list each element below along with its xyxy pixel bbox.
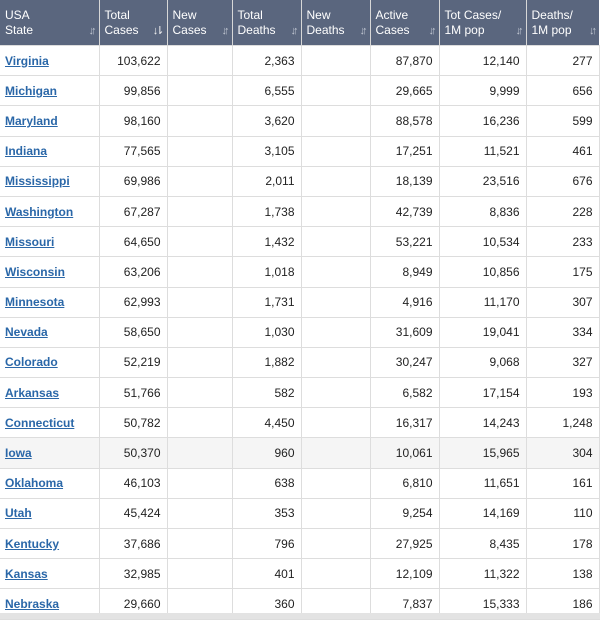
total-deaths-cell: 4,450 <box>232 408 301 438</box>
total-deaths-cell: 638 <box>232 468 301 498</box>
table-row <box>0 46 599 76</box>
active-cases-cell: 18,139 <box>370 166 439 196</box>
cases-per-1m-cell: 12,140 <box>439 46 526 76</box>
header-label-line2: Cases <box>375 22 410 37</box>
state-cell <box>0 46 99 76</box>
total-deaths-cell: 1,738 <box>232 196 301 226</box>
horizontal-scrollbar[interactable] <box>0 613 600 619</box>
total-deaths-cell: 960 <box>232 438 301 468</box>
total-deaths-cell: 360 <box>232 589 301 619</box>
cases-per-1m-cell: 15,965 <box>439 438 526 468</box>
state-link[interactable]: Wisconsin <box>5 264 65 279</box>
cases-per-1m-cell: 11,521 <box>439 136 526 166</box>
total-deaths-cell: 353 <box>232 498 301 528</box>
state-link[interactable]: Michigan <box>5 83 58 98</box>
total-cases-cell: 63,206 <box>99 257 167 287</box>
header-label-line1: Total <box>237 7 263 22</box>
deaths-per-1m-cell: 676 <box>526 166 599 196</box>
header-active-cases[interactable] <box>370 0 439 46</box>
deaths-per-1m-cell: 599 <box>526 106 599 136</box>
active-cases-cell: 31,609 <box>370 317 439 347</box>
total-cases-cell: 29,660 <box>99 589 167 619</box>
new-deaths-cell <box>301 408 370 438</box>
sort-arrows-icon[interactable]: ↓↑ <box>589 25 594 37</box>
state-link[interactable]: Maryland <box>5 113 58 128</box>
total-cases-cell: 50,782 <box>99 408 167 438</box>
deaths-per-1m-cell: 304 <box>526 438 599 468</box>
cases-per-1m-cell: 8,836 <box>439 196 526 226</box>
cases-per-1m-cell: 15,333 <box>439 589 526 619</box>
new-deaths-cell <box>301 468 370 498</box>
new-deaths-cell <box>301 317 370 347</box>
deaths-per-1m-cell: 110 <box>526 498 599 528</box>
new-cases-cell <box>167 317 232 347</box>
total-deaths-cell: 2,363 <box>232 46 301 76</box>
deaths-per-1m-cell: 138 <box>526 559 599 589</box>
table-row <box>0 196 599 226</box>
sort-arrows-icon[interactable]: ↓↑ <box>221 25 227 37</box>
active-cases-cell: 9,254 <box>370 498 439 528</box>
new-deaths-cell <box>301 196 370 226</box>
deaths-per-1m-cell: 193 <box>526 378 599 408</box>
new-cases-cell <box>167 106 232 136</box>
new-cases-cell <box>167 529 232 559</box>
total-deaths-cell: 796 <box>232 529 301 559</box>
table-row <box>0 166 599 196</box>
active-cases-cell: 42,739 <box>370 196 439 226</box>
active-cases-cell: 8,949 <box>370 257 439 287</box>
header-label-line2: 1M pop <box>444 22 485 37</box>
cases-per-1m-cell: 14,169 <box>439 498 526 528</box>
new-cases-cell <box>167 408 232 438</box>
header-label-line1: New <box>306 7 331 22</box>
cases-per-1m-cell: 17,154 <box>439 378 526 408</box>
total-deaths-cell: 1,018 <box>232 257 301 287</box>
total-deaths-cell: 582 <box>232 378 301 408</box>
state-link[interactable]: Virginia <box>5 53 49 68</box>
active-cases-cell: 17,251 <box>370 136 439 166</box>
new-cases-cell <box>167 227 232 257</box>
new-deaths-cell <box>301 287 370 317</box>
sort-arrows-icon[interactable]: ↓↑ <box>359 25 365 37</box>
header-total-cases[interactable] <box>99 0 167 46</box>
total-cases-cell: 98,160 <box>99 106 167 136</box>
active-cases-cell: 7,837 <box>370 589 439 619</box>
header-label-line1: USA <box>5 7 30 22</box>
table-row <box>0 76 599 106</box>
total-cases-cell: 51,766 <box>99 378 167 408</box>
table-row <box>0 287 599 317</box>
total-deaths-cell: 6,555 <box>232 76 301 106</box>
cases-per-1m-cell: 10,856 <box>439 257 526 287</box>
new-deaths-cell <box>301 347 370 377</box>
state-link[interactable]: Indiana <box>5 144 48 159</box>
cases-per-1m-cell: 9,999 <box>439 76 526 106</box>
cases-per-1m-cell: 14,243 <box>439 408 526 438</box>
cases-per-1m-cell: 9,068 <box>439 347 526 377</box>
state-link[interactable]: Missouri <box>5 234 55 249</box>
header-label-line2: State <box>5 22 34 37</box>
total-cases-cell: 46,103 <box>99 468 167 498</box>
total-cases-cell: 37,686 <box>99 529 167 559</box>
total-deaths-cell: 1,882 <box>232 347 301 377</box>
active-cases-cell: 6,582 <box>370 378 439 408</box>
new-cases-cell <box>167 498 232 528</box>
new-cases-cell <box>167 196 232 226</box>
table-row <box>0 559 599 589</box>
new-deaths-cell <box>301 498 370 528</box>
total-cases-cell: 103,622 <box>99 46 167 76</box>
sort-arrows-icon[interactable]: ↓↑ <box>88 25 94 37</box>
sort-arrows-icon[interactable]: ↓↑ <box>515 25 521 37</box>
state-link[interactable]: Kentucky <box>5 536 60 551</box>
cases-per-1m-cell: 11,322 <box>439 559 526 589</box>
total-deaths-cell: 1,030 <box>232 317 301 347</box>
new-cases-cell <box>167 378 232 408</box>
header-new-deaths[interactable] <box>301 0 370 46</box>
new-deaths-cell <box>301 136 370 166</box>
state-cell <box>0 196 99 226</box>
cases-per-1m-cell: 11,170 <box>439 287 526 317</box>
state-link[interactable]: Arkansas <box>5 385 60 400</box>
header-label-line1: Total <box>104 7 130 22</box>
header-cases-per-1m[interactable] <box>439 0 526 46</box>
table-row-highlighted <box>0 438 599 468</box>
table-row <box>0 106 599 136</box>
total-cases-cell: 99,856 <box>99 76 167 106</box>
header-label-line1: New <box>172 7 197 22</box>
deaths-per-1m-cell: 327 <box>526 347 599 377</box>
new-cases-cell <box>167 347 232 377</box>
new-cases-cell <box>167 559 232 589</box>
new-cases-cell <box>167 257 232 287</box>
state-link[interactable]: Kansas <box>5 566 48 581</box>
active-cases-cell: 30,247 <box>370 347 439 377</box>
table-row <box>0 408 599 438</box>
new-cases-cell <box>167 166 232 196</box>
deaths-per-1m-cell: 461 <box>526 136 599 166</box>
new-deaths-cell <box>301 46 370 76</box>
state-cell <box>0 227 99 257</box>
deaths-per-1m-cell: 228 <box>526 196 599 226</box>
active-cases-cell: 53,221 <box>370 227 439 257</box>
header-new-cases[interactable] <box>167 0 232 46</box>
new-deaths-cell <box>301 257 370 287</box>
table-row <box>0 347 599 377</box>
header-label-line1: Deaths/ <box>531 7 573 22</box>
header-label-line1: Tot Cases/ <box>444 7 502 22</box>
table-row <box>0 136 599 166</box>
deaths-per-1m-cell: 334 <box>526 317 599 347</box>
active-cases-cell: 88,578 <box>370 106 439 136</box>
state-link[interactable]: Oklahoma <box>5 476 64 491</box>
sort-descending-icon[interactable]: ↓⇂ <box>152 25 162 37</box>
new-cases-cell <box>167 46 232 76</box>
new-cases-cell <box>167 136 232 166</box>
state-cell <box>0 257 99 287</box>
state-link[interactable]: Nebraska <box>5 596 60 611</box>
state-link[interactable]: Colorado <box>5 355 58 370</box>
header-label-line2: Cases <box>104 22 139 37</box>
table-row <box>0 378 599 408</box>
state-cell <box>0 468 99 498</box>
deaths-per-1m-cell: 1,248 <box>526 408 599 438</box>
deaths-per-1m-cell: 233 <box>526 227 599 257</box>
total-cases-cell: 32,985 <box>99 559 167 589</box>
cases-per-1m-cell: 23,516 <box>439 166 526 196</box>
state-cell <box>0 136 99 166</box>
header-label-line2: Deaths <box>306 22 345 37</box>
total-deaths-cell: 1,731 <box>232 287 301 317</box>
new-deaths-cell <box>301 438 370 468</box>
active-cases-cell: 10,061 <box>370 438 439 468</box>
state-link[interactable]: Washington <box>5 204 74 219</box>
state-cell <box>0 347 99 377</box>
sort-arrows-icon[interactable]: ↓↑ <box>290 25 296 37</box>
state-cell <box>0 106 99 136</box>
state-cell <box>0 559 99 589</box>
total-deaths-cell: 3,105 <box>232 136 301 166</box>
cases-per-1m-cell: 10,534 <box>439 227 526 257</box>
total-deaths-cell: 2,011 <box>232 166 301 196</box>
total-cases-cell: 77,565 <box>99 136 167 166</box>
table-row <box>0 468 599 498</box>
active-cases-cell: 27,925 <box>370 529 439 559</box>
new-cases-cell <box>167 287 232 317</box>
deaths-per-1m-cell: 186 <box>526 589 599 619</box>
state-cell <box>0 76 99 106</box>
cases-per-1m-cell: 19,041 <box>439 317 526 347</box>
state-cell <box>0 166 99 196</box>
table-header-row <box>0 0 599 46</box>
state-cell <box>0 498 99 528</box>
deaths-per-1m-cell: 277 <box>526 46 599 76</box>
active-cases-cell: 87,870 <box>370 46 439 76</box>
state-link[interactable]: Mississippi <box>5 174 70 189</box>
active-cases-cell: 12,109 <box>370 559 439 589</box>
total-cases-cell: 45,424 <box>99 498 167 528</box>
new-deaths-cell <box>301 529 370 559</box>
state-cell <box>0 438 99 468</box>
new-deaths-cell <box>301 378 370 408</box>
new-deaths-cell <box>301 227 370 257</box>
total-cases-cell: 50,370 <box>99 438 167 468</box>
table-row <box>0 257 599 287</box>
header-label-line2: 1M pop <box>531 22 572 37</box>
table-row <box>0 498 599 528</box>
deaths-per-1m-cell: 175 <box>526 257 599 287</box>
new-cases-cell <box>167 438 232 468</box>
table-row <box>0 227 599 257</box>
sort-arrows-icon[interactable]: ↓↑ <box>428 25 434 37</box>
header-label-line2: Cases <box>172 22 207 37</box>
state-link[interactable]: Minnesota <box>5 295 65 310</box>
total-cases-cell: 69,986 <box>99 166 167 196</box>
deaths-per-1m-cell: 656 <box>526 76 599 106</box>
total-cases-cell: 64,650 <box>99 227 167 257</box>
cases-per-1m-cell: 8,435 <box>439 529 526 559</box>
deaths-per-1m-cell: 307 <box>526 287 599 317</box>
new-cases-cell <box>167 76 232 106</box>
new-deaths-cell <box>301 166 370 196</box>
new-deaths-cell <box>301 76 370 106</box>
header-usa-state[interactable] <box>0 0 99 46</box>
state-link[interactable]: Utah <box>5 506 32 521</box>
state-cell <box>0 287 99 317</box>
header-total-deaths[interactable] <box>232 0 301 46</box>
state-cell <box>0 529 99 559</box>
total-deaths-cell: 401 <box>232 559 301 589</box>
new-cases-cell <box>167 468 232 498</box>
total-cases-cell: 58,650 <box>99 317 167 347</box>
total-deaths-cell: 1,432 <box>232 227 301 257</box>
state-link[interactable]: Connecticut <box>5 415 75 430</box>
active-cases-cell: 4,916 <box>370 287 439 317</box>
state-cell <box>0 317 99 347</box>
state-link[interactable]: Nevada <box>5 325 48 340</box>
cases-per-1m-cell: 11,651 <box>439 468 526 498</box>
deaths-per-1m-cell: 178 <box>526 529 599 559</box>
header-label-line1: Active <box>375 7 409 22</box>
state-cell <box>0 408 99 438</box>
new-deaths-cell <box>301 559 370 589</box>
state-link[interactable]: Iowa <box>5 446 32 461</box>
table-row <box>0 317 599 347</box>
total-cases-cell: 62,993 <box>99 287 167 317</box>
total-cases-cell: 52,219 <box>99 347 167 377</box>
active-cases-cell: 6,810 <box>370 468 439 498</box>
total-cases-cell: 67,287 <box>99 196 167 226</box>
table-row <box>0 529 599 559</box>
header-label-line2: Deaths <box>237 22 276 37</box>
cases-per-1m-cell: 16,236 <box>439 106 526 136</box>
total-deaths-cell: 3,620 <box>232 106 301 136</box>
new-deaths-cell <box>301 106 370 136</box>
deaths-per-1m-cell: 161 <box>526 468 599 498</box>
active-cases-cell: 29,665 <box>370 76 439 106</box>
state-cell <box>0 378 99 408</box>
active-cases-cell: 16,317 <box>370 408 439 438</box>
header-deaths-per-1m[interactable] <box>526 0 599 46</box>
